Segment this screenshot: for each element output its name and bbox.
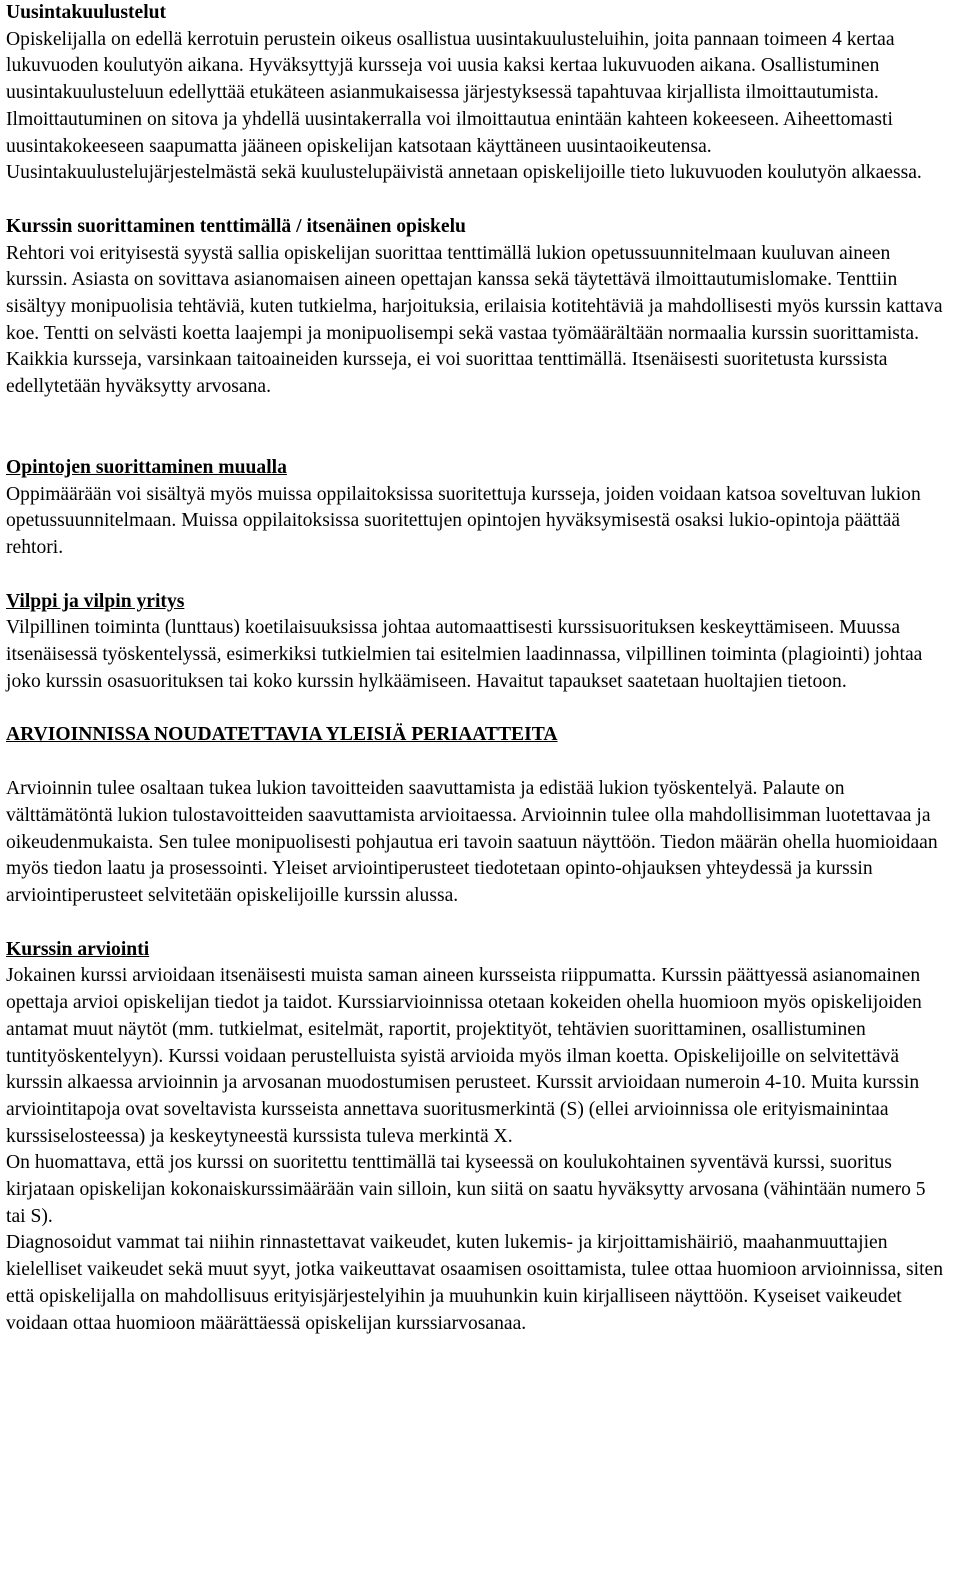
sentence: Rehtori voi erityisestä syystä sallia opiskelijan suorittaa tenttimällä lukion opetussuunnitelmaan kuuluvan aineen kurssin. — [6, 242, 891, 291]
sentence: Kurssin päättyessä asianomainen opettaja arvioi opiskelijan tiedot ja taidot. — [6, 965, 921, 1014]
section-body — [6, 963, 948, 1150]
section-body — [6, 615, 948, 695]
sentence: Tenttiin sisältyy monipuolisia tehtäviä, kuten tutkielma, harjoituksia, erilaisia kotitehtäviä ja mahdollisesti myös kurssin kattava koe. — [6, 269, 943, 344]
section-body — [6, 776, 948, 910]
sentence: Opiskelijoille on selvitettävä kurssin alkaessa arvioinnin ja arvosanan muodostumisen perusteet. — [6, 1045, 900, 1094]
sentence: Vilpillinen toiminta (lunttaus) koetilaisuuksissa johtaa automaattisesti kurssisuorituksen keskeyttämiseen. — [6, 617, 835, 639]
section-kurssin-arviointi — [6, 910, 948, 1338]
sentence: Muita kurssin arviointitapoja ovat soveltavista kursseista annettava suoritusmerkintä (S) (ellei arvioinnissa ole erityismainintaa kurssiselosteessa) ja keskeytyneestä kurssista tuleva merkintä X. — [6, 1072, 920, 1147]
sentence: Hyväksyttyjä kursseja voi uusia kaksi kertaa lukuvuoden aikana. — [248, 55, 756, 77]
sentence: Itsenäisesti suoritetusta kurssista edellytetään hyväksytty arvosana. — [6, 349, 888, 398]
sentence: Opiskelijalla on edellä kerrotuin perustein oikeus osallistua uusintakuulusteluihin, joita pannaan toimeen 4 kertaa lukuvuoden koulutyön aikana. — [6, 28, 895, 77]
sentence: Ilmoittautuminen on sitova ja yhdellä uusintakerralla voi ilmoittautua enintään kahteen kokeeseen. — [6, 108, 780, 130]
section-muualla — [6, 401, 948, 562]
sentence: Kurssi voidaan perustelluista syistä arvioida myös ilman koetta. — [168, 1045, 669, 1067]
sentence: Tiedon määrän ohella huomioidaan myös tiedon laatu ja prosessointi. — [6, 831, 938, 880]
sentence: Uusintakuulustelujärjestelmästä sekä kuulustelupäivistä annetaan opiskelijoille tieto lukuvuoden koulutyön alkaessa. — [6, 162, 922, 184]
sentence: Sen tulee monipuolisesti pohjautua eri tavoin saatuun näyttöön. — [158, 831, 656, 853]
sentence: Kaikkia kursseja, varsinkaan taitoaineiden kursseja, ei voi suorittaa tenttimällä. — [6, 349, 627, 371]
sentence: Yleiset arviointiperusteet tiedotetaan opinto-ohjauksen yhteydessä ja kurssin arviointiperusteet selvitetään opiskelijoille kurssin alussa. — [6, 858, 873, 906]
sentence: Aiheettomasti uusintakokeeseen saapumatta jääneen opiskelijan katsotaan käyttäneen uusintaoikeutensa. — [6, 108, 893, 157]
sentence: Jokainen kurssi arvioidaan itsenäisesti muista saman aineen kursseista riippumatta. — [6, 965, 657, 987]
section-body — [6, 482, 948, 562]
sentence: Palaute on välttämätöntä lukion tulostavoitteiden saavuttamista arvioitaessa. — [6, 778, 845, 826]
sentence: Asiasta on sovittava asianomaisen aineen opettajan kanssa sekä täytettävä ilmoittautumislomake. — [71, 269, 833, 291]
section-body — [6, 241, 948, 348]
section-heading: Uusintakuulustelut — [6, 2, 167, 23]
section-body — [6, 1150, 948, 1230]
sentence: Havaitut tapaukset saatetaan huoltajien tietoon. — [476, 670, 847, 692]
section-periaatteet — [6, 695, 948, 909]
sentence: Kurssiarvioinnissa otetaan kokeiden ohella huomioon myös opiskelijoiden antamat muut näytöt (mm. tutkielmat, esitelmät, raportit, projektityöt, tehtävien suorittaminen, osallistuminen tuntityöskentelyyn). — [6, 992, 922, 1067]
sentence: Arvioinnin tulee olla mahdollisimman luotettavaa ja oikeudenmukaista. — [6, 804, 931, 853]
sentence: Tentti on selvästi koetta laajempi ja monipuolisempi sekä vastaa työmäärältään normaalia kurssin suorittamista. — [43, 322, 919, 344]
section-tenttimalla — [6, 187, 948, 401]
sentence: Diagnosoidut vammat tai niihin rinnastettavat vaikeudet, kuten lukemis- ja kirjoittamishäiriö, maahanmuuttajien kielelliset vaikeudet sekä muut syyt, jotka vaikeuttavat osaamisen osoittamista, tulee ottaa huomioon arvioinnissa, siten että opiskelijalla on mahdollisuus erityisjärjestelyihin ja muuhunkin kuin kirjalliseen näyttöön. — [6, 1232, 944, 1307]
section-heading: Vilppi ja vilpin yritys — [6, 590, 185, 612]
section-body — [6, 27, 948, 187]
sentence: Arvioinnin tulee osaltaan tukea lukion tavoitteiden saavuttamista ja edistää lukion työskentelyä. — [6, 778, 758, 800]
section-body — [6, 1230, 948, 1337]
sentence: Muussa itsenäisessä työskentelyssä, esimerkiksi tutkielmien tai esitelmien laadinnassa, vilpillinen toiminta (plagiointi) johtaa joko kurssin osasuorituksen tai koko kurssin hylkäämiseen. — [6, 617, 923, 692]
sentence: On huomattava, että jos kurssi on suoritettu tenttimällä tai kyseessä on koulukohtainen syventävä kurssi, suoritus kirjataan opiskelijan kokonaiskurssimäärään vain silloin, kun siitä on saatu hyväksytty arvosana (vähintään numero 5 tai S). — [6, 1152, 926, 1227]
section-heading: Kurssin suorittaminen tenttimällä / itsenäinen opiskelu — [6, 215, 466, 237]
sentence: Osallistuminen uusintakuulusteluun edellyttää etukäteen asianmukaisessa järjestyksessä tapahtuvaa kirjallista ilmoittautumista. — [6, 55, 880, 104]
sentence: Muissa oppilaitoksissa suoritettujen opintojen hyväksymisestä osaksi lukio-opintoja päättää rehtori. — [6, 510, 901, 558]
section-heading: ARVIOINNISSA NOUDATETTAVIA YLEISIÄ PERIAATTEITA — [6, 724, 558, 746]
section-body — [6, 347, 948, 400]
sentence: Oppimäärään voi sisältyä myös muissa oppilaitoksissa suoritettuja kursseja, joiden voidaan katsoa soveltuvan lukion opetussuunnitelmaan. — [6, 483, 921, 532]
sentence: Kyseiset vaikeudet voidaan ottaa huomioon määrättäessä opiskelijan kurssiarvosanaa. — [6, 1285, 902, 1334]
section-heading: Opintojen suorittaminen muualla — [6, 456, 287, 478]
section-heading: Kurssin arviointi — [6, 938, 150, 960]
sentence: Kurssit arvioidaan numeroin 4-10. — [536, 1072, 806, 1094]
section-vilppi — [6, 562, 948, 696]
section-uusintakuulustelut — [6, 0, 948, 187]
